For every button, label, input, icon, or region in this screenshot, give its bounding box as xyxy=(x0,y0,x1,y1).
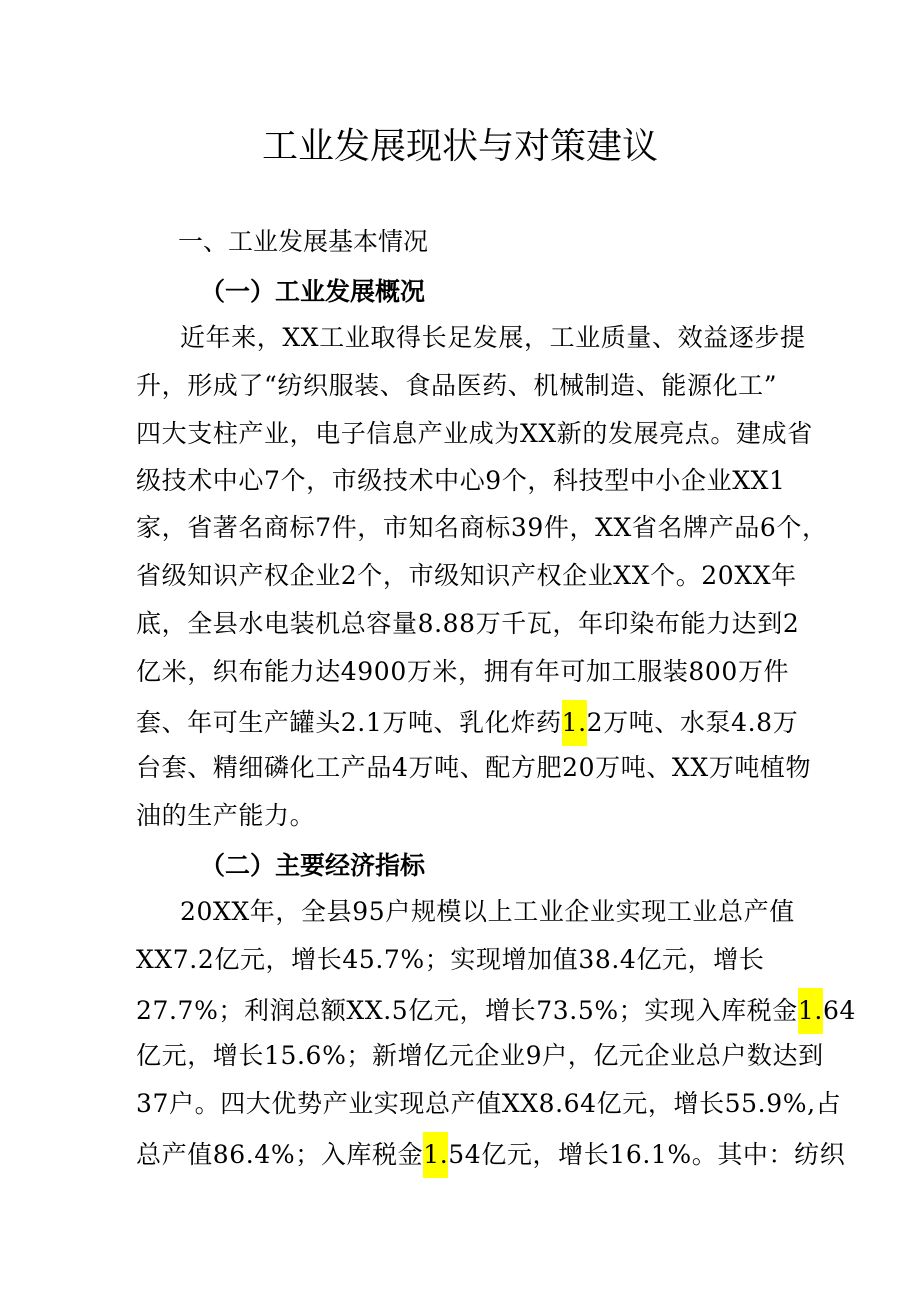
paragraph-line: 油的生产能力。 xyxy=(136,801,316,830)
section-heading-1: 一、工业发展基本情况 xyxy=(178,227,429,256)
paragraph-line: XX7.2亿元，增长45.7%；实现增加值38.4亿元，增长 xyxy=(136,945,765,974)
paragraph-line xyxy=(136,700,798,746)
text-run: 27.7%；利润总额XX.5亿元，增长73.5%；实现入库税金 xyxy=(136,996,798,1025)
paragraph-line: 亿米，织布能力达4900万米，拥有年可加工服装800万件 xyxy=(136,657,790,686)
paragraph-line: 四大支柱产业，电子信息产业成为XX新的发展亮点。建成省 xyxy=(136,419,813,448)
paragraph-line: 近年来，XX工业取得长足发展，工业质量、效益逐步提 xyxy=(180,323,806,352)
text-run: 总产值86.4%；入库税金 xyxy=(136,1140,424,1169)
paragraph-line: 省级知识产权企业2个，市级知识产权企业XX个。20XX年 xyxy=(136,561,797,590)
highlight-mark: 1. xyxy=(798,988,823,1034)
text-run: 2万吨、水泵4.8万 xyxy=(586,708,799,737)
paragraph-line: 级技术中心7个，市级技术中心9个，科技型中小企业XX1 xyxy=(136,466,786,495)
paragraph-line: 家，省著名商标7件，市知名商标39件，XX省名牌产品6个， xyxy=(136,513,828,542)
text-run: 64 xyxy=(822,996,856,1025)
text-run: 54亿元，增长16.1%。其中：纺织 xyxy=(448,1140,846,1169)
paragraph-line: 台套、精细磷化工产品4万吨、配方肥20万吨、XX万吨植物 xyxy=(136,753,812,782)
subsection-heading-1: （一）工业发展概况 xyxy=(200,277,426,306)
paragraph-line: 37户。四大优势产业实现总产值XX8.64亿元，增长55.9%,占 xyxy=(136,1089,842,1118)
document-title: 工业发展现状与对策建议 xyxy=(261,126,658,167)
paragraph-line: 升，形成了“纺织服装、食品医药、机械制造、能源化工” xyxy=(136,371,778,400)
highlight-mark: 1. xyxy=(562,700,587,746)
subsection-heading-2: （二）主要经济指标 xyxy=(200,851,426,880)
paragraph-line: 底，全县水电装机总容量8.88万千瓦，年印染布能力达到2 xyxy=(136,609,800,638)
paragraph-line xyxy=(136,988,856,1034)
paragraph-line: 20XX年，全县95户规模以上工业企业实现工业总产值 xyxy=(180,897,795,926)
paragraph-line: 亿元，增长15.6%；新增亿元企业9户，亿元企业总户数达到 xyxy=(136,1041,824,1070)
text-run: 套、年可生产罐头2.1万吨、乳化炸药 xyxy=(136,708,562,737)
highlight-mark: 1. xyxy=(423,1132,448,1178)
paragraph-line xyxy=(136,1132,845,1178)
